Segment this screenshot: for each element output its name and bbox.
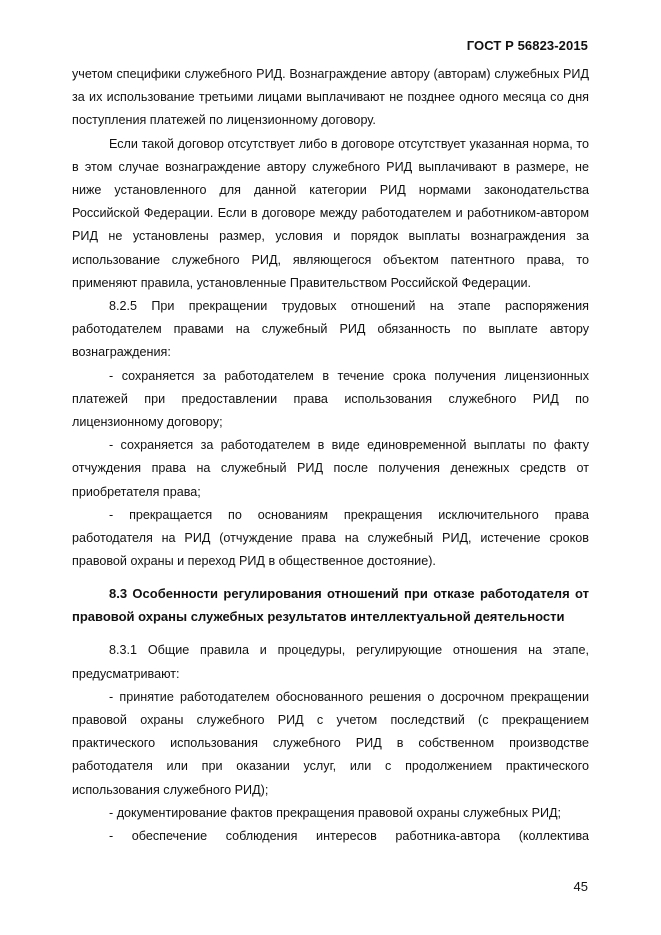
list-item-decision: - принятие работодателем обоснованного решения о досрочном прекращении правовой охраны служебного РИД с учетом последствий (с прекращением практического использования служебного РИД в собственном производстве работодателя или при оказании услуг, или с продолжением практического использования служебного РИД); xyxy=(72,689,589,797)
list-item-retained-license: - сохраняется за работодателем в течение срока получения лицензионных платежей при предоставлении права использования служебного РИД по лицензионному договору; xyxy=(72,368,589,430)
list-item-documenting: - документирование фактов прекращения правовой охраны служебных РИД; xyxy=(109,805,562,820)
paragraph-continuation: учетом специфики служебного РИД. Вознаграждение автору (авторам) служебных РИД за их использование третьими лицами выплачивают не позднее одного месяца со дня поступления платежей по лицензионному договору. xyxy=(72,67,589,128)
list-item-retained-lump-sum: - сохраняется за работодателем в виде единовременной выплаты по факту отчуждения права на служебный РИД после получения денежных средств от приобретателя права; xyxy=(72,438,589,499)
section-heading-8-3: 8.3 Особенности регулирования отношений при отказе работодателя от правовой охраны служебных результатов интеллектуальной деятельности xyxy=(72,586,589,625)
paragraph-8-2-5: 8.2.5 При прекращении трудовых отношений на этапе распоряжения работодателем правами на служебный РИД обязанность по выплате автору вознаграждения: xyxy=(72,299,589,360)
page-number: 45 xyxy=(573,879,588,894)
list-item-interests: - обеспечение соблюдения интересов работника-автора (коллектива xyxy=(109,829,589,844)
paragraph-no-contract: Если такой договор отсутствует либо в договоре отсутствует указанная норма, то в этом случае вознаграждение автору служебного РИД выплачивают в размере, не ниже установленного для данной категории РИД нормами законодательства Российской Федерации. Если в договоре между работодателем и работником-автором РИД не установлены размер, условия и порядок выплаты вознаграждения за использование служебного РИД, являющегося объектом патентного права, то применяют правила, установленные Правительством Российской Федерации. xyxy=(72,136,589,290)
document-code-header: ГОСТ Р 56823-2015 xyxy=(466,38,588,53)
list-item-terminated: - прекращается по основаниям прекращения исключительного права работодателя на РИД (отчуждение права на служебный РИД, истечение сроков правовой охраны и переход РИД в общественное достояние). xyxy=(72,507,589,569)
document-body xyxy=(72,63,589,848)
paragraph-8-3-1: 8.3.1 Общие правила и процедуры, регулирующие отношения на этапе, предусматривают: xyxy=(72,643,589,681)
